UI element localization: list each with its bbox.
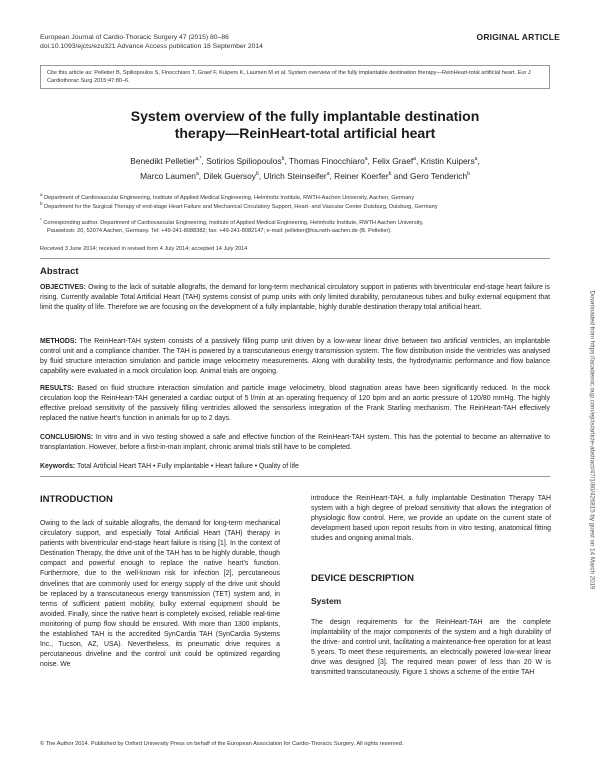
corresponding-author: * Corresponding author. Department of Cardiovascular Engineering, Institute of Applied Medical Engineering, Helmholtz Institute, RWTH Aachen University, Pauwelsstr. 20, 52074 Aachen, Germany. Tel: +49-241-8088382; fax: +49-241-8082147; e-mail: pelletier@hia.rwth-aachen.de (B. Pelletier). bbox=[40, 217, 424, 234]
abstract-results: RESULTS: Based on fluid structure interaction simulation and particle image velocimetry, blood stagnation areas have been significantly reduced. In the mock circulation loop the ReinHeart-TAH generated a cardiac output of 5 l/min at an operating frequency of 120 bpm and an aortic pressure of 120/80 mmHg. The highly effective preload sensitivity of the passively filling ventricles allowed the sensorless integration of the Frank Starling mechanism. The ReinHeart-TAH effectively replaced the native heart's function in animals for up to 2 days. bbox=[40, 385, 550, 423]
divider bbox=[40, 476, 550, 477]
affiliation-b: $^b$ Department for the Surgical Therapy of end-stage Heart Failure and Mechanical Circulatory Support, Heart- and Vascular Center Duisburg, Duisburg, Germany bbox=[40, 201, 438, 210]
introduction-paragraph: Owing to the lack of suitable allografts, the demand for long-term mechanical circulatory support, and especially Total Artificial Heart (TAH) therapy in patients with biventricular end-stage heart failure is rising [1]. In the context of Destination Therapy, the drive unit of the TAH has to be highly durable, though compact and powerful enough to replace the native heart's function. Furthermore, due to the well-known risk for infection [2], percutaneous drivelines that are commonly used for energy supply of the drive unit should be replaced by a transcutaneous energy transmission (TET) system and, in terms of sufficient patient mobility, bulky external equipment should be avoided. Finally, since the native heart is completely excised, reliable real-time monitoring of pump flow should be ensured. With more than 1300 implants, the established TAH is the accredited SynCardia TAH (SynCardia Systems Inc., Tucson, AZ, USA). Nevertheless, its pneumatic drive requires a percutaneous driveline and the control unit could be optimized regarding noise. We bbox=[40, 520, 280, 669]
title-line-2: therapy—ReinHeart-total artificial heart bbox=[174, 125, 436, 141]
author[interactable]: Gero Tenderich$^b$ bbox=[410, 170, 470, 181]
article-type-badge: ORIGINAL ARTICLE bbox=[476, 32, 560, 42]
author[interactable]: Ulrich Steinseifer$^a$ bbox=[263, 170, 330, 181]
author[interactable]: Benedikt Pelletier$^{a,*}$ bbox=[130, 155, 202, 166]
cite-box: Cite this article as: Pelletier B, Spiliopoulos S, Finocchiaro T, Graef F, Kuipers K, Laumen M et al. System overview of the fully implantable destination therapy—ReinHeart-total artificial heart. Eur J Cardiothorac Surg 2015;47:80–6. bbox=[40, 65, 550, 89]
author[interactable]: Thomas Finocchiaro$^a$ bbox=[288, 155, 368, 166]
journal-citation: European Journal of Cardio-Thoracic Surgery 47 (2015) 80–86 bbox=[40, 34, 229, 41]
author[interactable]: Dilek Guersoy$^b$ bbox=[203, 170, 259, 181]
author[interactable]: Reiner Koerfer$^b$ bbox=[334, 170, 392, 181]
introduction-heading: INTRODUCTION bbox=[40, 494, 113, 505]
author-row-1: Benedikt Pelletier$^{a,*}$, Sotirios Spiliopoulos$^b$, Thomas Finocchiaro$^a$, Felix Graef$^a$, Kristin Kuipers$^a$, bbox=[130, 155, 480, 166]
keywords: Keywords: Total Artificial Heart TAH • Fully implantable • Heart failure • Quality of life bbox=[40, 463, 299, 470]
doi-line: doi:10.1093/ejcts/ezu321 Advance Access publication 18 September 2014 bbox=[40, 43, 263, 50]
title-line-1: System overview of the fully implantable destination bbox=[130, 108, 480, 124]
affiliation-a: $^a$ Department of Cardiovascular Engineering, Institute of Applied Medical Engineering, Helmholtz Institute, RWTH-Aachen University, Aachen, Germany bbox=[40, 192, 415, 201]
copyright-footer: © The Author 2014. Published by Oxford University Press on behalf of the European Association for Cardio-Thoracic Surgery. All rights reserved. bbox=[40, 741, 404, 747]
author-list bbox=[40, 153, 570, 183]
system-subheading: System bbox=[311, 596, 342, 606]
author[interactable]: Kristin Kuipers$^a$ bbox=[420, 155, 478, 166]
author[interactable]: Felix Graef$^a$ bbox=[372, 155, 416, 166]
received-dates: Received 3 June 2014; received in revised form 4 July 2014; accepted 14 July 2014 bbox=[40, 246, 248, 252]
download-watermark: Downloaded from https://academic.oup.com/ejcts/article-abstract/47/1/80/426815 by guest on 14 March 2019 bbox=[588, 290, 596, 590]
author[interactable]: Sotirios Spiliopoulos$^b$ bbox=[206, 155, 285, 166]
abstract-heading: Abstract bbox=[40, 266, 79, 277]
author-row-2: Marco Laumen$^a$, Dilek Guersoy$^b$, Ulrich Steinseifer$^a$, Reiner Koerfer$^b$ and Gero Tenderich$^b$ bbox=[140, 170, 470, 181]
device-description-heading: DEVICE DESCRIPTION bbox=[311, 573, 414, 584]
introduction-paragraph-cont: introduce the ReinHeart-TAH, a fully implantable Destination Therapy TAH system with a high degree of preload sensitivity that allows the integration of physiologic flow control. Here, we provide an update on the current state of development based upon report results from in vitro testing, anatomical fitting studies and ongoing animal trials. bbox=[311, 495, 551, 543]
abstract-objectives: OBJECTIVES: Owing to the lack of suitable allografts, the demand for long-term mechanical circulatory support in patients with biventricular end-stage heart failure is rising. Currently available Total Artificial Heart (TAH) systems consist of pump units with only limited durability, percutaneous tubes and bulky external equipment that limit the quality of life. Therefore we are focusing on the development of a fully implantable, highly durable destination therapy total artificial heart. bbox=[40, 284, 550, 312]
divider bbox=[40, 258, 550, 259]
author[interactable]: Marco Laumen$^a$ bbox=[140, 170, 199, 181]
journal-header bbox=[40, 33, 263, 51]
abstract-methods: METHODS: The ReinHeart-TAH system consists of a passively filling pump unit driven by a low-wear linear drive between two artificial ventricles, an implantable control unit and a compliance chamber. The TAH is powered by a transcutaneous energy transmission system. The flow distribution inside the ventricles was analysed by fluid structure interaction simulation and particle image velocimetry measurements. Along with durability tests, the hydrodynamic performance and flow balance capability were evaluated in a mock circulation loop. Animal trials are ongoing. bbox=[40, 338, 550, 376]
system-paragraph: The design requirements for the ReinHeart-TAH are the complete implantability of the major components of the system and a high durability of the drive- and control unit, facilitating a maintenance-free operation for at least 5 years. To meet these requirements, an electrically powered low-wear linear drive was designed [3]. The required mean power of less than 20 W is transmitted transcutaneously. Figure 1 shows a scheme of the entire TAH bbox=[311, 619, 551, 677]
paper-title bbox=[40, 108, 570, 142]
abstract-conclusions: CONCLUSIONS: In vitro and in vivo testing showed a safe and effective function of the ReinHeart-TAH system. This has the potential to become an alternative to transplantation. However, before a first-in-man implant, chronic animal trials still have to be completed. bbox=[40, 434, 550, 452]
